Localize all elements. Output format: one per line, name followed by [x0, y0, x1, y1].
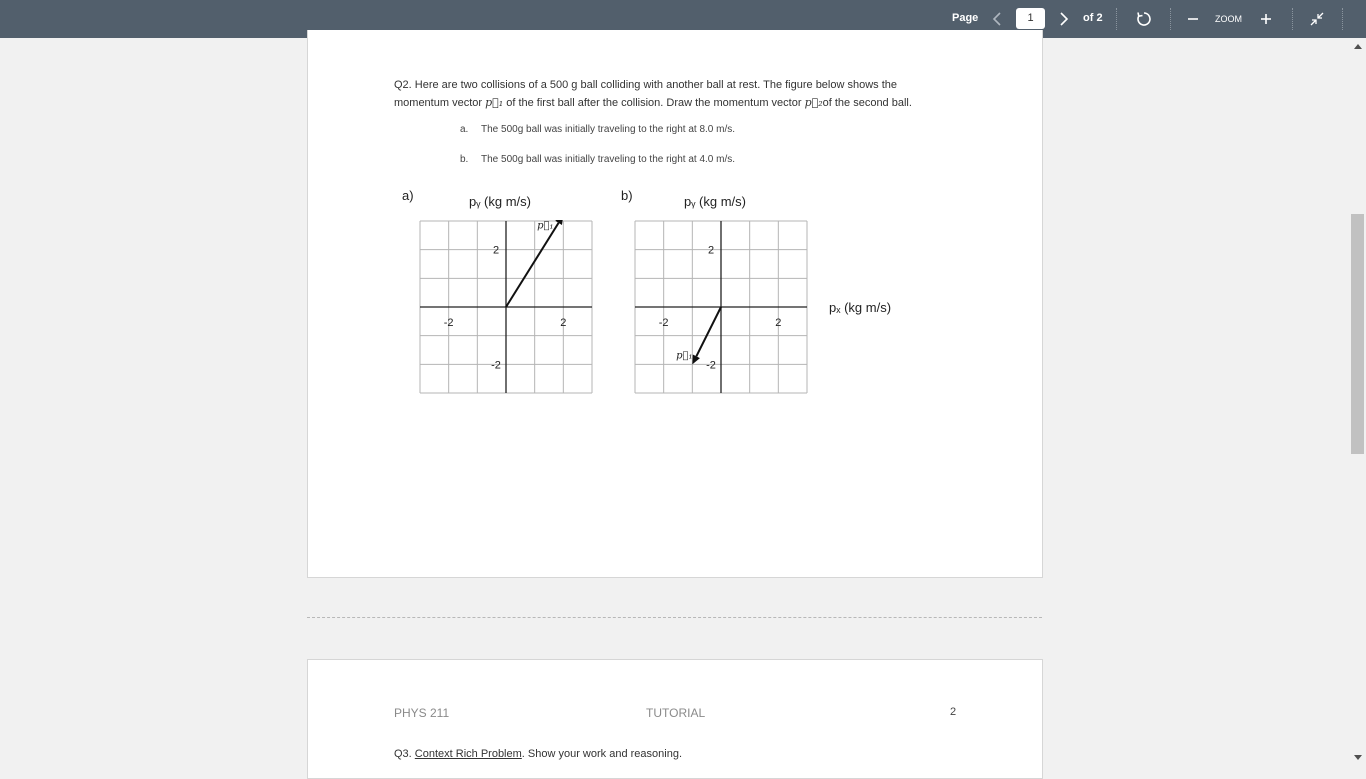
page-number-input[interactable]: 1: [1016, 8, 1045, 29]
page-number-label: 2: [950, 706, 957, 718]
collapse-icon[interactable]: [1308, 9, 1326, 29]
scroll-up-arrow-icon[interactable]: [1353, 42, 1363, 50]
toolbar-divider: [1342, 8, 1343, 30]
q3-prefix: Q3.: [394, 748, 415, 760]
x-tick-label: -2: [658, 317, 669, 329]
px-axis-label: pₓ (kg m/s): [829, 300, 892, 315]
p2-symbol: p⃗₂: [804, 96, 823, 109]
q2-text-line1: Q2. Here are two collisions of a 500 g ball colliding with another ball at rest. The figure below shows the: [394, 79, 898, 91]
q3-suffix: . Show your work and reasoning.: [521, 748, 682, 760]
x-tick-label: 2: [560, 317, 567, 329]
zoom-label: ZOOM: [1215, 14, 1242, 24]
q3-text: [394, 748, 682, 760]
y-tick-label: 2: [492, 244, 500, 257]
toolbar-divider: [1292, 8, 1293, 30]
p1-symbol: p⃗₁: [485, 96, 504, 109]
item-b-letter: b.: [460, 154, 469, 165]
document-type-label: TUTORIAL: [646, 706, 706, 720]
momentum-vector-p1: [696, 307, 721, 356]
py-axis-label-b: pᵧ (kg m/s): [684, 194, 746, 209]
item-a-letter: a.: [460, 124, 469, 135]
rotate-icon[interactable]: [1134, 9, 1154, 29]
part-b-label: b): [621, 188, 633, 203]
momentum-graph-b: [634, 220, 808, 394]
momentum-graph-a: [419, 220, 593, 394]
course-label: PHYS 211: [394, 706, 450, 720]
scroll-down-arrow-icon[interactable]: [1353, 754, 1363, 762]
chevron-right-icon[interactable]: [1057, 9, 1071, 29]
momentum-vector-arrowhead: [555, 220, 563, 225]
vector-p1-label: p⃗₁: [537, 220, 554, 232]
py-axis-label-a: pᵧ (kg m/s): [469, 194, 531, 209]
toolbar-divider: [1116, 8, 1117, 30]
q2-line2-part: of the first ball after the collision. Draw the momentum vector: [503, 97, 805, 109]
y-tick-label: -2: [491, 359, 501, 372]
q2-line2-part: momentum vector: [394, 97, 486, 109]
toolbar-divider: [1170, 8, 1171, 30]
item-b-text: The 500g ball was initially traveling to the right at 4.0 m/s.: [481, 154, 736, 165]
part-a-label: a): [402, 188, 414, 203]
plus-icon[interactable]: [1259, 9, 1273, 29]
q3-heading-link[interactable]: Context Rich Problem: [414, 748, 522, 760]
q2-text-line2: [394, 96, 912, 109]
item-a-text: The 500g ball was initially traveling to the right at 8.0 m/s.: [481, 124, 736, 135]
page-label: Page: [952, 12, 979, 24]
x-tick-label: 2: [775, 317, 782, 329]
y-tick-label: 2: [707, 244, 715, 257]
vector-p1-label: p⃗₁: [676, 350, 693, 362]
total-pages-label: of 2: [1083, 12, 1103, 24]
scrollbar-thumb[interactable]: [1351, 214, 1364, 454]
x-tick-label: -2: [443, 317, 454, 329]
page-break-divider: [307, 617, 1042, 618]
minus-icon[interactable]: [1186, 9, 1200, 29]
y-tick-label: -2: [706, 359, 716, 372]
momentum-vector-p1: [506, 223, 559, 307]
chevron-left-icon[interactable]: [990, 9, 1004, 29]
q2-line2-part: of the second ball.: [822, 97, 912, 109]
